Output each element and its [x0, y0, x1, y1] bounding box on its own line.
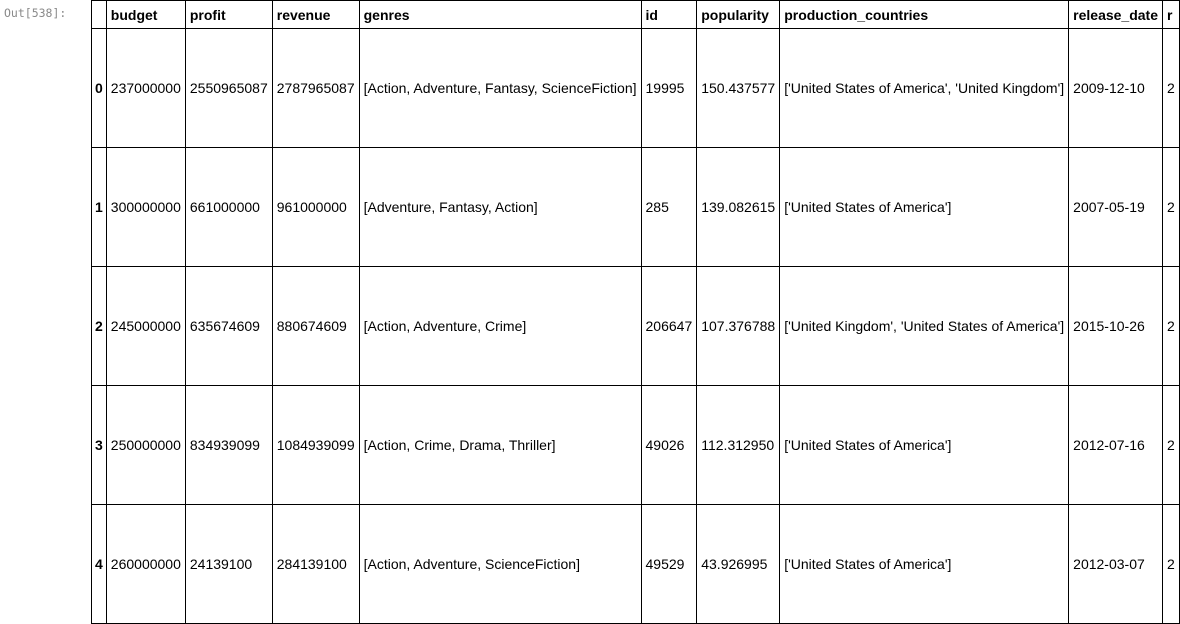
row-index: 1	[92, 148, 107, 267]
cell-truncated: 2	[1163, 29, 1180, 148]
cell-id: 49026	[641, 386, 697, 505]
table-row	[92, 29, 1180, 148]
table-row	[92, 148, 1180, 267]
row-index: 2	[92, 267, 107, 386]
cell-production-countries: ['United States of America']	[780, 505, 1069, 624]
cell-revenue: 961000000	[272, 148, 359, 267]
cell-genres: [Action, Adventure, Fantasy, ScienceFiction]	[359, 29, 641, 148]
cell-popularity: 139.082615	[697, 148, 780, 267]
cell-id: 19995	[641, 29, 697, 148]
cell-release-date: 2012-03-07	[1069, 505, 1163, 624]
cell-genres: [Action, Adventure, ScienceFiction]	[359, 505, 641, 624]
cell-popularity: 107.376788	[697, 267, 780, 386]
cell-truncated: 2	[1163, 148, 1180, 267]
dataframe-output	[91, 0, 1175, 575]
column-header-revenue: revenue	[272, 1, 359, 29]
column-header-release-date: release_date	[1069, 1, 1163, 29]
cell-profit: 834939099	[185, 386, 272, 505]
cell-profit: 24139100	[185, 505, 272, 624]
dataframe-table	[91, 0, 1180, 624]
header-row	[92, 1, 1180, 29]
cell-revenue: 284139100	[272, 505, 359, 624]
column-header-budget: budget	[106, 1, 185, 29]
column-header-id: id	[641, 1, 697, 29]
column-header-index	[92, 1, 107, 29]
cell-production-countries: ['United States of America']	[780, 386, 1069, 505]
cell-genres: [Adventure, Fantasy, Action]	[359, 148, 641, 267]
column-header-genres: genres	[359, 1, 641, 29]
table-row	[92, 386, 1180, 505]
cell-budget: 245000000	[106, 267, 185, 386]
column-header-truncated: r	[1163, 1, 1180, 29]
cell-id: 285	[641, 148, 697, 267]
cell-budget: 300000000	[106, 148, 185, 267]
cell-popularity: 43.926995	[697, 505, 780, 624]
cell-popularity: 112.312950	[697, 386, 780, 505]
cell-production-countries: ['United States of America']	[780, 148, 1069, 267]
cell-release-date: 2009-12-10	[1069, 29, 1163, 148]
cell-profit: 635674609	[185, 267, 272, 386]
cell-production-countries: ['United States of America', 'United Kingdom']	[780, 29, 1069, 148]
row-index: 0	[92, 29, 107, 148]
cell-release-date: 2015-10-26	[1069, 267, 1163, 386]
cell-truncated: 2	[1163, 386, 1180, 505]
cell-genres: [Action, Adventure, Crime]	[359, 267, 641, 386]
cell-production-countries: ['United Kingdom', 'United States of America']	[780, 267, 1069, 386]
column-header-profit: profit	[185, 1, 272, 29]
table-row	[92, 505, 1180, 624]
cell-genres: [Action, Crime, Drama, Thriller]	[359, 386, 641, 505]
cell-release-date: 2007-05-19	[1069, 148, 1163, 267]
column-header-popularity: popularity	[697, 1, 780, 29]
table-row	[92, 267, 1180, 386]
output-prompt: Out[538]:	[4, 6, 67, 20]
cell-budget: 237000000	[106, 29, 185, 148]
cell-revenue: 880674609	[272, 267, 359, 386]
cell-budget: 250000000	[106, 386, 185, 505]
cell-profit: 2550965087	[185, 29, 272, 148]
row-index: 3	[92, 386, 107, 505]
cell-revenue: 1084939099	[272, 386, 359, 505]
cell-profit: 661000000	[185, 148, 272, 267]
cell-truncated: 2	[1163, 505, 1180, 624]
cell-release-date: 2012-07-16	[1069, 386, 1163, 505]
column-header-production-countries: production_countries	[780, 1, 1069, 29]
cell-popularity: 150.437577	[697, 29, 780, 148]
cell-truncated: 2	[1163, 267, 1180, 386]
cell-id: 206647	[641, 267, 697, 386]
row-index: 4	[92, 505, 107, 624]
cell-budget: 260000000	[106, 505, 185, 624]
cell-revenue: 2787965087	[272, 29, 359, 148]
cell-id: 49529	[641, 505, 697, 624]
